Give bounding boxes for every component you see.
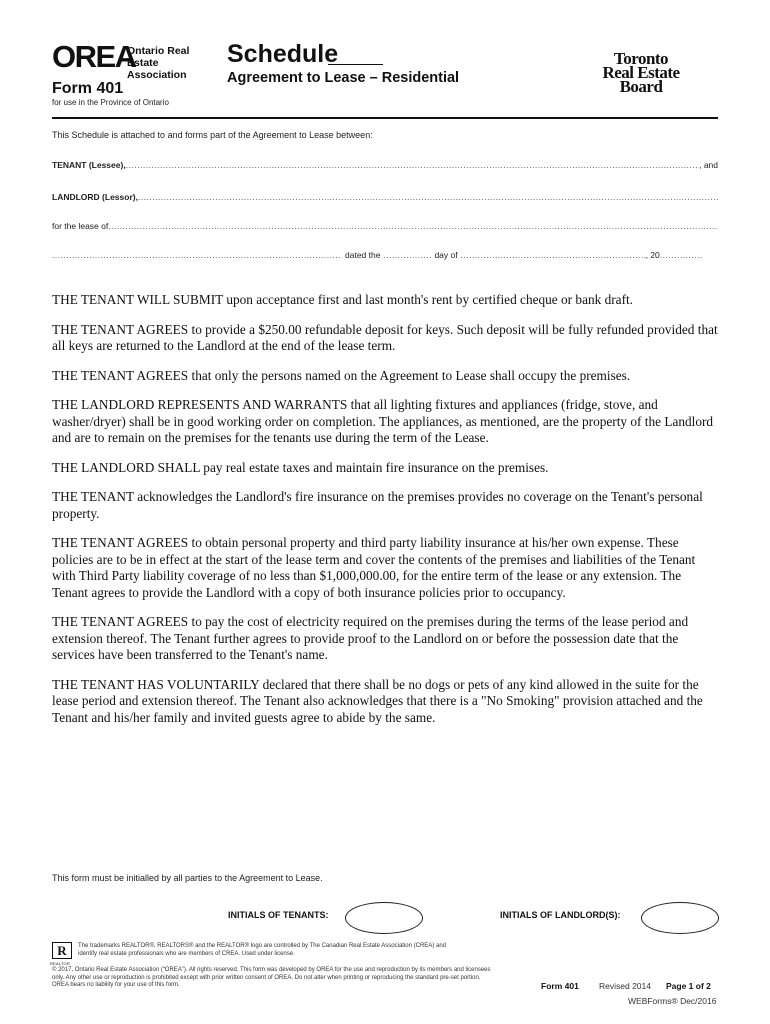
schedule-intro: This Schedule is attached to and forms part of the Agreement to Lease between:: [52, 130, 373, 140]
schedule-subtitle: Agreement to Lease – Residential: [227, 70, 460, 86]
year-prefix-label: , 20: [645, 250, 660, 260]
treb-logo: Toronto Real Estate Board: [602, 49, 680, 96]
footer-page-number: Page 1 of 2: [666, 981, 711, 991]
schedule-title: Schedule: [227, 40, 339, 68]
clause-tenant-property: THE TENANT acknowledges the Landlord's fire insurance on the premises provides no coverage on the Tenant's personal property.: [52, 489, 703, 521]
realtor-logo-text: REALTOR: [50, 961, 70, 966]
lease-of-field[interactable]: [108, 221, 718, 231]
lease-of-label: for the lease of: [52, 221, 109, 231]
orea-logo: OREA: [52, 39, 136, 74]
use-note: for use in the Province of Ontario: [52, 98, 169, 107]
initials-note: This form must be initialled by all parties to the Agreement to Lease.: [52, 873, 323, 883]
dated-the-label: dated the: [345, 250, 381, 260]
tenant-suffix: , and: [699, 160, 718, 170]
clause-taxes-insurance: THE LANDLORD SHALL pay real estate taxes and maintain fire insurance on the premises.: [52, 459, 549, 475]
clause-first-last-rent: THE TENANT WILL SUBMIT upon acceptance first and last month's rent by certified cheque or bank draft.: [52, 292, 634, 307]
clause-liability-insurance: THE TENANT AGREES to obtain personal property and third party liability insurance at his/her own expense. These policies are to be in effect at the start of the lease term and cover the contents of the premises and liabilities of the Tenant with Third Party liability coverage of no less than $1,000,000.00, for the entire term of the lease or any extension. The Tenant agrees to provide the Landlord with a copy of both insurance policies prior to occupancy.: [52, 535, 696, 600]
clause-appliances: THE LANDLORD REPRESENTS AND WARRANTS that all lighting fixtures and appliances (fridge, stove, and washer/dryer) shall be in good working order on completion. The appliances, as mentioned, are the property of the Landlord and are to remain on the premises for the tenants use during the term of the Lease.: [52, 397, 714, 445]
footer-revised: Revised 2014: [599, 981, 651, 991]
clause-electricity: THE TENANT AGREES to pay the cost of electricity required on the premises during the terms of the lease period and extension thereof. The Tenant further agrees to provide proof to the Landlord on or before the possession date that the services have been transferred to the Tenant's name.: [52, 614, 689, 662]
tenant-label: TENANT (Lessee),: [52, 160, 126, 170]
clause-occupants: THE TENANT AGREES that only the persons named on the Agreement to Lease shall occupy the premises.: [52, 367, 631, 383]
landlord-initials-label: INITIALS OF LANDLORD(S):: [500, 910, 621, 920]
clause-key-deposit: THE TENANT AGREES to provide a $250.00 refundable deposit for keys. Such deposit will be fully refunded provided that all keys are returned to the Landlord at the end of the lease term.: [52, 321, 718, 353]
landlord-label: LANDLORD (Lessor),: [52, 192, 138, 202]
date-row: [52, 250, 718, 260]
year-field[interactable]: [660, 250, 702, 260]
tenant-row: [52, 160, 718, 170]
tenant-field[interactable]: [126, 160, 699, 170]
day-of-label: day of: [434, 250, 458, 260]
landlord-field[interactable]: [138, 192, 718, 202]
landlord-row: [52, 192, 718, 202]
address-continuation-field[interactable]: [52, 250, 342, 260]
form-number: Form 401: [52, 80, 124, 97]
schedule-letter-field[interactable]: [328, 64, 383, 65]
month-field[interactable]: [461, 250, 646, 260]
clause-no-pets-smoking: THE TENANT HAS VOLUNTARILY declared that there shall be no dogs or pets of any kind allowed in the suite for the lease period and extension thereof. The Tenant also acknowledges that there is a "No Smoking" provision attached and the Tenant and his/her family and invited guests agree to abide by the same.: [52, 676, 703, 725]
landlord-initials-field[interactable]: [641, 902, 719, 934]
header-divider: [52, 117, 718, 119]
org-name: Ontario Real Estate Association: [127, 45, 190, 81]
schedule-clauses: [52, 292, 720, 739]
realtor-logo-icon: R: [52, 942, 72, 959]
trademark-note: The trademarks REALTOR®, REALTORS® and the REALTOR® logo are controlled by The Canadian Real Estate Association (CREA) and identify real estate professionals who are members of CREA. Used under license.: [78, 943, 446, 957]
footer-webforms: WEBForms® Dec/2016: [628, 996, 717, 1006]
footer-form-number: Form 401: [541, 981, 579, 991]
tenant-initials-label: INITIALS OF TENANTS:: [228, 910, 329, 920]
lease-of-row: [52, 221, 718, 231]
tenant-initials-field[interactable]: [345, 902, 423, 934]
day-field[interactable]: [383, 250, 431, 260]
copyright-note: © 2017, Ontario Real Estate Association (“OREA”). All rights reserved. This form was developed by OREA for the use and reproduction by its members and licensees only. Any other use or reproduction is prohibited except with prior written consent of OREA. Do not alter when printing or reproducing the standard pre-set portion. OREA bears no liability for your use of this form.: [52, 967, 491, 988]
